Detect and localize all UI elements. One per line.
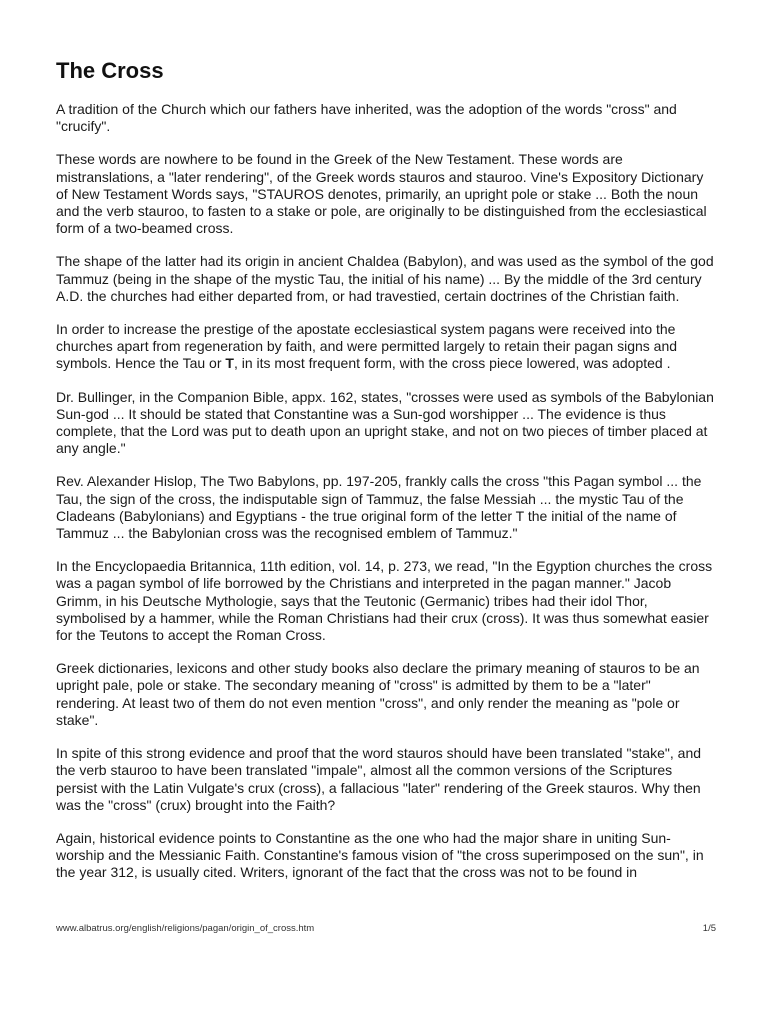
page-title: The Cross <box>56 58 164 83</box>
paragraph-3: The shape of the latter had its origin in ancient Chaldea (Babylon), and was used as the symbol of the god Tammuz (being in the shape of the mystic Tau, the initial of his name) ... By the middle of the 3rd century A.D. the churches had either departed from, or had travestied, certain doctrines of the Christian faith. <box>56 253 714 304</box>
paragraph-4 <box>56 321 716 373</box>
paragraph-4-text-a: In order to increase the prestige of the apostate ecclesiastical system pagans were received into the churches apart from regeneration by faith, and were permitted largely to retain their pagan signs and symbols. Hence the Tau or <box>56 321 678 372</box>
paragraph-8: Greek dictionaries, lexicons and other study books also declare the primary meaning of stauros to be an upright pale, pole or stake. The secondary meaning of "cross" is admitted by them to be a "later" rendering. At least two of them do not even mention "cross", and only render the meaning as "pole or stake". <box>56 660 700 728</box>
paragraph-9: In spite of this strong evidence and proof that the word stauros should have been translated "stake", and the verb stauroo to have been translated "impale", almost all the common versions of the Scriptures persist with the Latin Vulgate's crux (cross), a fallacious "later" rendering of the Greek stauros. Why then was the "cross" (crux) brought into the Faith? <box>56 745 702 813</box>
page-number: 1/5 <box>702 923 716 934</box>
paragraph-4-text-b: , in its most frequent form, with the cross piece lowered, was adopted . <box>233 355 671 372</box>
paragraph-2: These words are nowhere to be found in the Greek of the New Testament. These words are mistranslations, a "later rendering", of the Greek words stauros and stauroo. Vine's Expository Dictionary of New Testament Words says, "STAUROS denotes, primarily, an upright pole or stake ... Both the noun and the verb stauroo, to fasten to a stake or pole, are originally to be distinguished from the ecclesiastical form of a two-beamed cross. <box>56 151 707 237</box>
document-page <box>56 56 716 898</box>
paragraph-7: In the Encyclopaedia Britannica, 11th edition, vol. 14, p. 273, we read, "In the Egyption churches the cross was a pagan symbol of life borrowed by the Christians and interpreted in the pagan manner." Jacob Grimm, in his Deutsche Mythologie, says that the Teutonic (Germanic) tribes had their idol Thor, symbolised by a hammer, while the Roman Christians had their crux (cross). It was thus somewhat easier for the Teutons to accept the Roman Cross. <box>56 558 713 644</box>
paragraph-1: A tradition of the Church which our fathers have inherited, was the adoption of the words "cross" and "crucify". <box>56 101 677 135</box>
paragraph-6: Rev. Alexander Hislop, The Two Babylons, pp. 197-205, frankly calls the cross "this Pagan symbol ... the Tau, the sign of the cross, the indisputable sign of Tammuz, the false Messiah ... the mystic Tau of the Cladeans (Babylonians) and Egyptians - the true original form of the letter T the initial of the name of Tammuz ... the Babylonian cross was the recognised emblem of Tammuz." <box>56 473 702 542</box>
source-url-link[interactable]: www.albatrus.org/english/religions/pagan/origin_of_cross.htm <box>56 923 315 934</box>
paragraph-4-bold-t: T <box>225 355 234 372</box>
paragraph-10: Again, historical evidence points to Constantine as the one who had the major share in uniting Sun-worship and the Messianic Faith. Constantine's famous vision of "the cross superimposed on the sun", in the year 312, is usually cited. Writers, ignorant of the fact that the cross was not to be found in <box>56 829 704 881</box>
paragraph-5: Dr. Bullinger, in the Companion Bible, appx. 162, states, "crosses were used as symbols of the Babylonian Sun-god ... It should be stated that Constantine was a Sun-god worshipper ... The evidence is thus complete, that the Lord was put to death upon an upright stake, and not on two pieces of timber placed at any angle." <box>56 388 714 457</box>
page-footer <box>56 923 716 934</box>
